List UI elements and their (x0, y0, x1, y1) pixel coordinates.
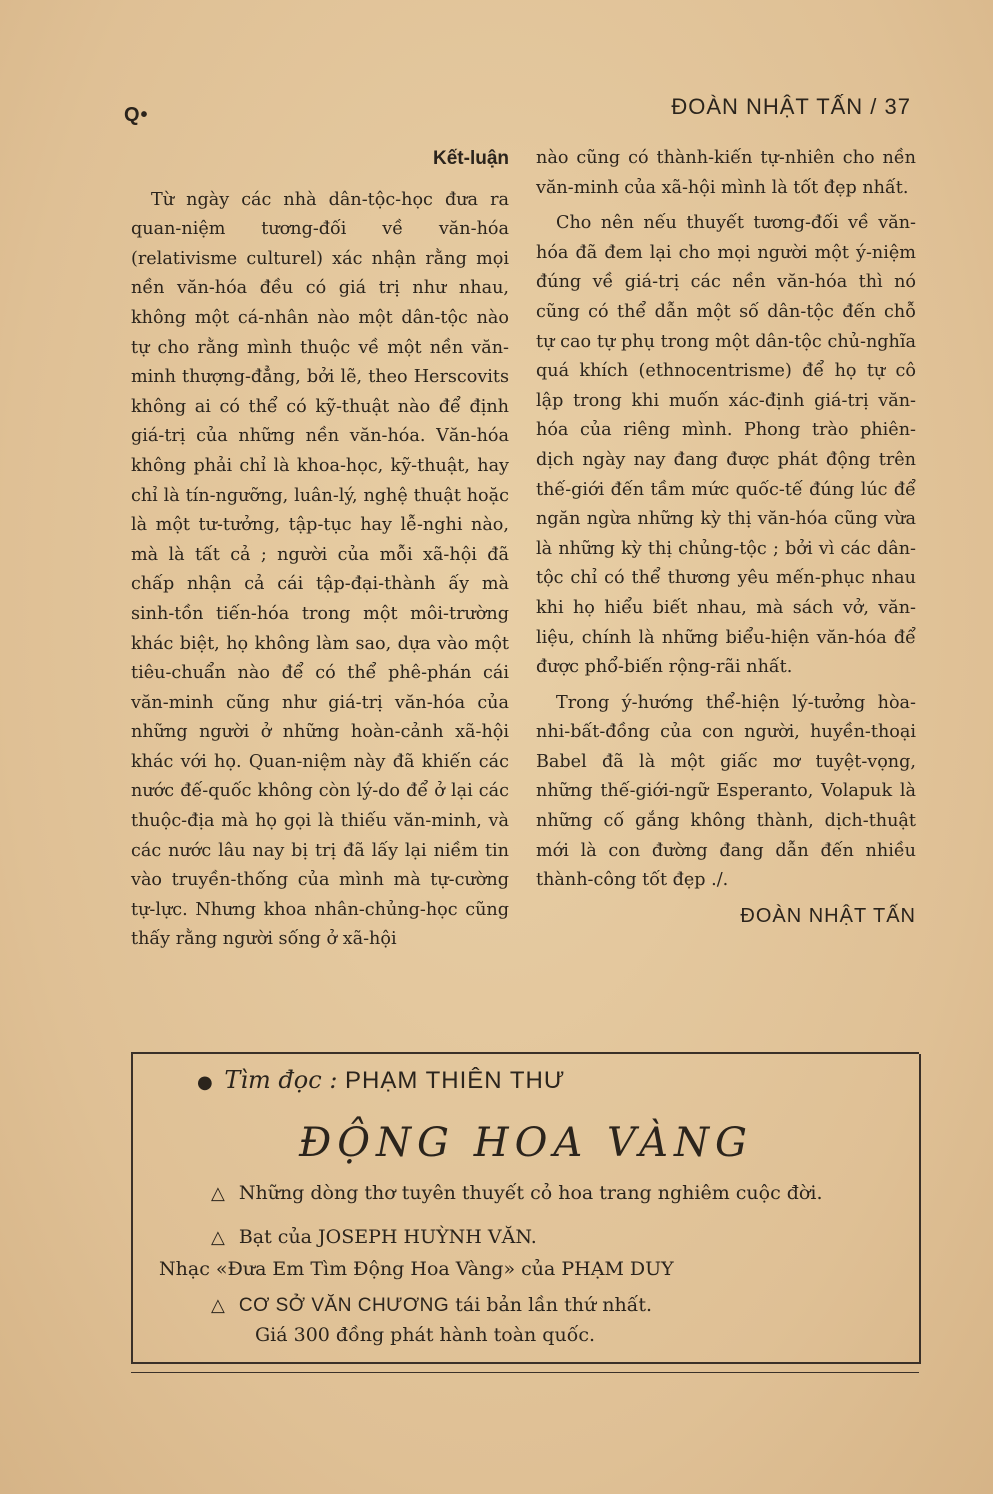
ad-item (211, 1294, 652, 1317)
ad-item-text: Nhạc «Đưa Em Tìm Động Hoa Vàng» của PHẠM DUY (159, 1258, 674, 1280)
article-right-column (536, 144, 916, 931)
bullet-icon: ● (197, 1072, 213, 1093)
ad-book-title: ĐỘNG HOA VÀNG (298, 1120, 754, 1166)
ad-item-text: CƠ SỞ VĂN CHƯƠNG (238, 1295, 450, 1316)
article-paragraph: Từ ngày các nhà dân-tộc-học đưa ra quan-niệm tương-đối về văn-hóa (relativisme culturel) xác nhận rằng mọi nền văn-hóa đều có giá trị như nhau, không một cá-nhân nào một dân-tộc nào tự cho rằng mình thuộc về một nền văn-minh thượng-đẳng, bởi lẽ, theo Herscovits không ai có thể có kỹ-thuật nào để định giá-trị của những nền văn-hóa. Văn-hóa không phải chỉ là khoa-học, kỹ-thuật, hay chỉ là tín-ngưỡng, luân-lý, nghệ thuật hoặc là một tư-tưởng, tập-tục hay lễ-nghi nào, mà là tất cả ; người của mỗi xã-hội đã chấp nhận cả cái tập-đại-thành ấy mà sinh-tồn tiến-hóa trong một môi-trường khác biệt, họ không làm sao, dựa vào một tiêu-chuẩn nào để có thể phê-phán cái văn-minh cũng như giá-trị văn-hóa của những người ở những hoàn-cảnh xã-hội khác với họ. Quan-niệm này đã khiến các nước đế-quốc không còn lý-do để ở lại các thuộc-địa mà họ gọi là thiếu văn-minh, và các nước lâu nay bị trị đã lấy lại niềm tin vào truyền-thống của mình mà tự-cường tự-lực. Nhưng khoa nhân-chủng-học cũng thấy rằng người sống ở xã-hội (131, 189, 509, 950)
ad-item (211, 1182, 822, 1204)
author-signature: ĐOÀN NHẬT TẤN (740, 904, 916, 927)
page-mark: Q• (124, 104, 149, 126)
ad-item-text: tái bản lần thứ nhất. (455, 1294, 653, 1316)
ad-item-text: Những dòng thơ tuyên thuyết cỏ hoa trang nghiêm cuộc đời. (238, 1182, 823, 1204)
triangle-icon: △ (211, 1295, 225, 1316)
triangle-icon: △ (211, 1227, 225, 1248)
triangle-icon: △ (211, 1183, 225, 1204)
running-head: ĐOÀN NHẬT TẤN / 37 (671, 94, 911, 119)
divider-rule (131, 1372, 919, 1373)
ad-price: Giá 300 đồng phát hành toàn quốc. (255, 1324, 596, 1346)
article-paragraph-continuation: nào cũng có thành-kiến tự-nhiên cho nền văn-minh của xã-hội mình là tốt đẹp nhất. (536, 148, 916, 198)
ad-item-text: Bạt của JOSEPH HUỲNH VĂN. (238, 1226, 537, 1248)
article-left-column (131, 144, 509, 961)
ad-item (159, 1258, 674, 1280)
ad-heading (197, 1066, 565, 1095)
ad-author: PHẠM THIÊN THƯ (345, 1067, 566, 1094)
article-paragraph: Trong ý-hướng thể-hiện lý-tưởng hòa-nhi-bất-đồng của con người, huyền-thoại Babel đã là một giấc mơ tuyệt-vọng, những thế-giới-ngữ Esperanto, Volapuk là những cố gắng không thành, dịch-thuật mới là con đường đang dẫn đến nhiều thành-công tốt đẹp ./. (536, 692, 916, 891)
ad-item (211, 1226, 537, 1248)
section-title: Kết-luận (433, 148, 509, 169)
article-paragraph: Cho nên nếu thuyết tương-đối về văn-hóa đã đem lại cho mọi người một ý-niệm đúng về giá-trị các nền văn-hóa thì nó cũng có thể dẫn một số dân-tộc đến chỗ tự cao tự phụ trong một dân-tộc chủ-nghĩa quá khích (ethnocentrisme) để họ tự cô lập trong khi muốn xác-định giá-trị văn-hóa của riêng mình. Phong trào phiên-dịch ngày nay đang được phát động trên thế-giới đến tầm mức quốc-tế đúng lúc để ngăn ngừa những kỳ thị văn-hóa cũng vừa là những kỳ thị chủng-tộc ; bởi vì các dân-tộc chỉ có thể thương yêu mến-phục nhau khi họ hiểu biết nhau, mà sách vở, văn-liệu, chính là những biểu-hiện văn-hóa để được phổ-biến rộng-rãi nhất. (536, 213, 916, 678)
book-advertisement-box (131, 1054, 921, 1364)
ad-lead: Tìm đọc : (224, 1066, 338, 1094)
